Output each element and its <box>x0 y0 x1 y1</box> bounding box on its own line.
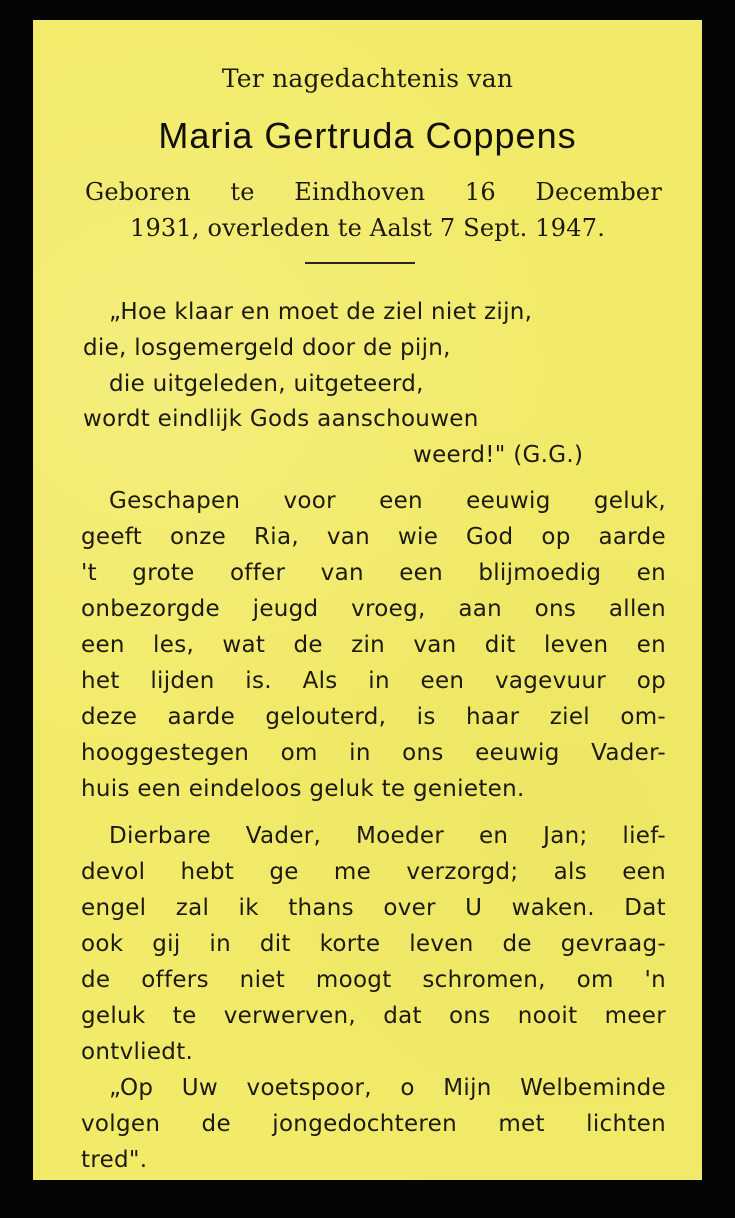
memorial-card <box>33 20 702 1180</box>
poem-line: weerd!" (G.G.) <box>413 442 584 468</box>
paragraph-line: het lijden is. Als in een vagevuur op <box>81 668 666 694</box>
paragraph-line: tred". <box>81 1147 148 1173</box>
poem-line: die uitgeleden, uitgeteerd, <box>109 371 424 397</box>
paragraph-line: volgen de jongedochteren met lichten <box>81 1111 666 1137</box>
deceased-name: Maria Gertruda Coppens <box>158 115 577 156</box>
birth-line-1: Geboren te Eindhoven 16 December <box>85 178 662 206</box>
divider <box>305 262 415 264</box>
paragraph-line: deze aarde gelouterd, is haar ziel om- <box>81 704 666 730</box>
paragraph-line: hooggestegen om in ons eeuwig Vader- <box>81 740 666 766</box>
paragraph-line: een les, wat de zin van dit leven en <box>81 632 666 658</box>
paragraph-line: de offers niet moogt schromen, om 'n <box>81 967 666 993</box>
poem-line: wordt eindlijk Gods aanschouwen <box>83 406 479 432</box>
paragraph-line: „Op Uw voetspoor, o Mijn Welbeminde <box>109 1075 666 1101</box>
paragraph-line: devol hebt ge me verzorgd; als een <box>81 859 666 885</box>
birth-line-2: 1931, overleden te Aalst 7 Sept. 1947. <box>129 214 606 242</box>
paragraph-line: geeft onze Ria, van wie God op aarde <box>81 524 666 550</box>
paragraph-line: 't grote offer van een blijmoedig en <box>81 560 666 586</box>
paragraph-line: huis een eindeloos geluk te genieten. <box>81 776 525 802</box>
paragraph-line: Geschapen voor een eeuwig geluk, <box>109 488 666 514</box>
paragraph-line: geluk te verwerven, dat ons nooit meer <box>81 1003 666 1029</box>
paragraph-line: ontvliedt. <box>81 1039 194 1065</box>
intro-heading: Ter nagedachtenis van <box>221 64 514 93</box>
poem-line: die, losgemergeld door de pijn, <box>83 335 451 361</box>
paragraph-line: engel zal ik thans over U waken. Dat <box>81 895 666 921</box>
paragraph-line: ook gij in dit korte leven de gevraag- <box>81 931 666 957</box>
poem-line: „Hoe klaar en moet de ziel niet zijn, <box>109 299 533 325</box>
paragraph-line: Dierbare Vader, Moeder en Jan; lief- <box>109 823 666 849</box>
paragraph-line: onbezorgde jeugd vroeg, aan ons allen <box>81 596 666 622</box>
